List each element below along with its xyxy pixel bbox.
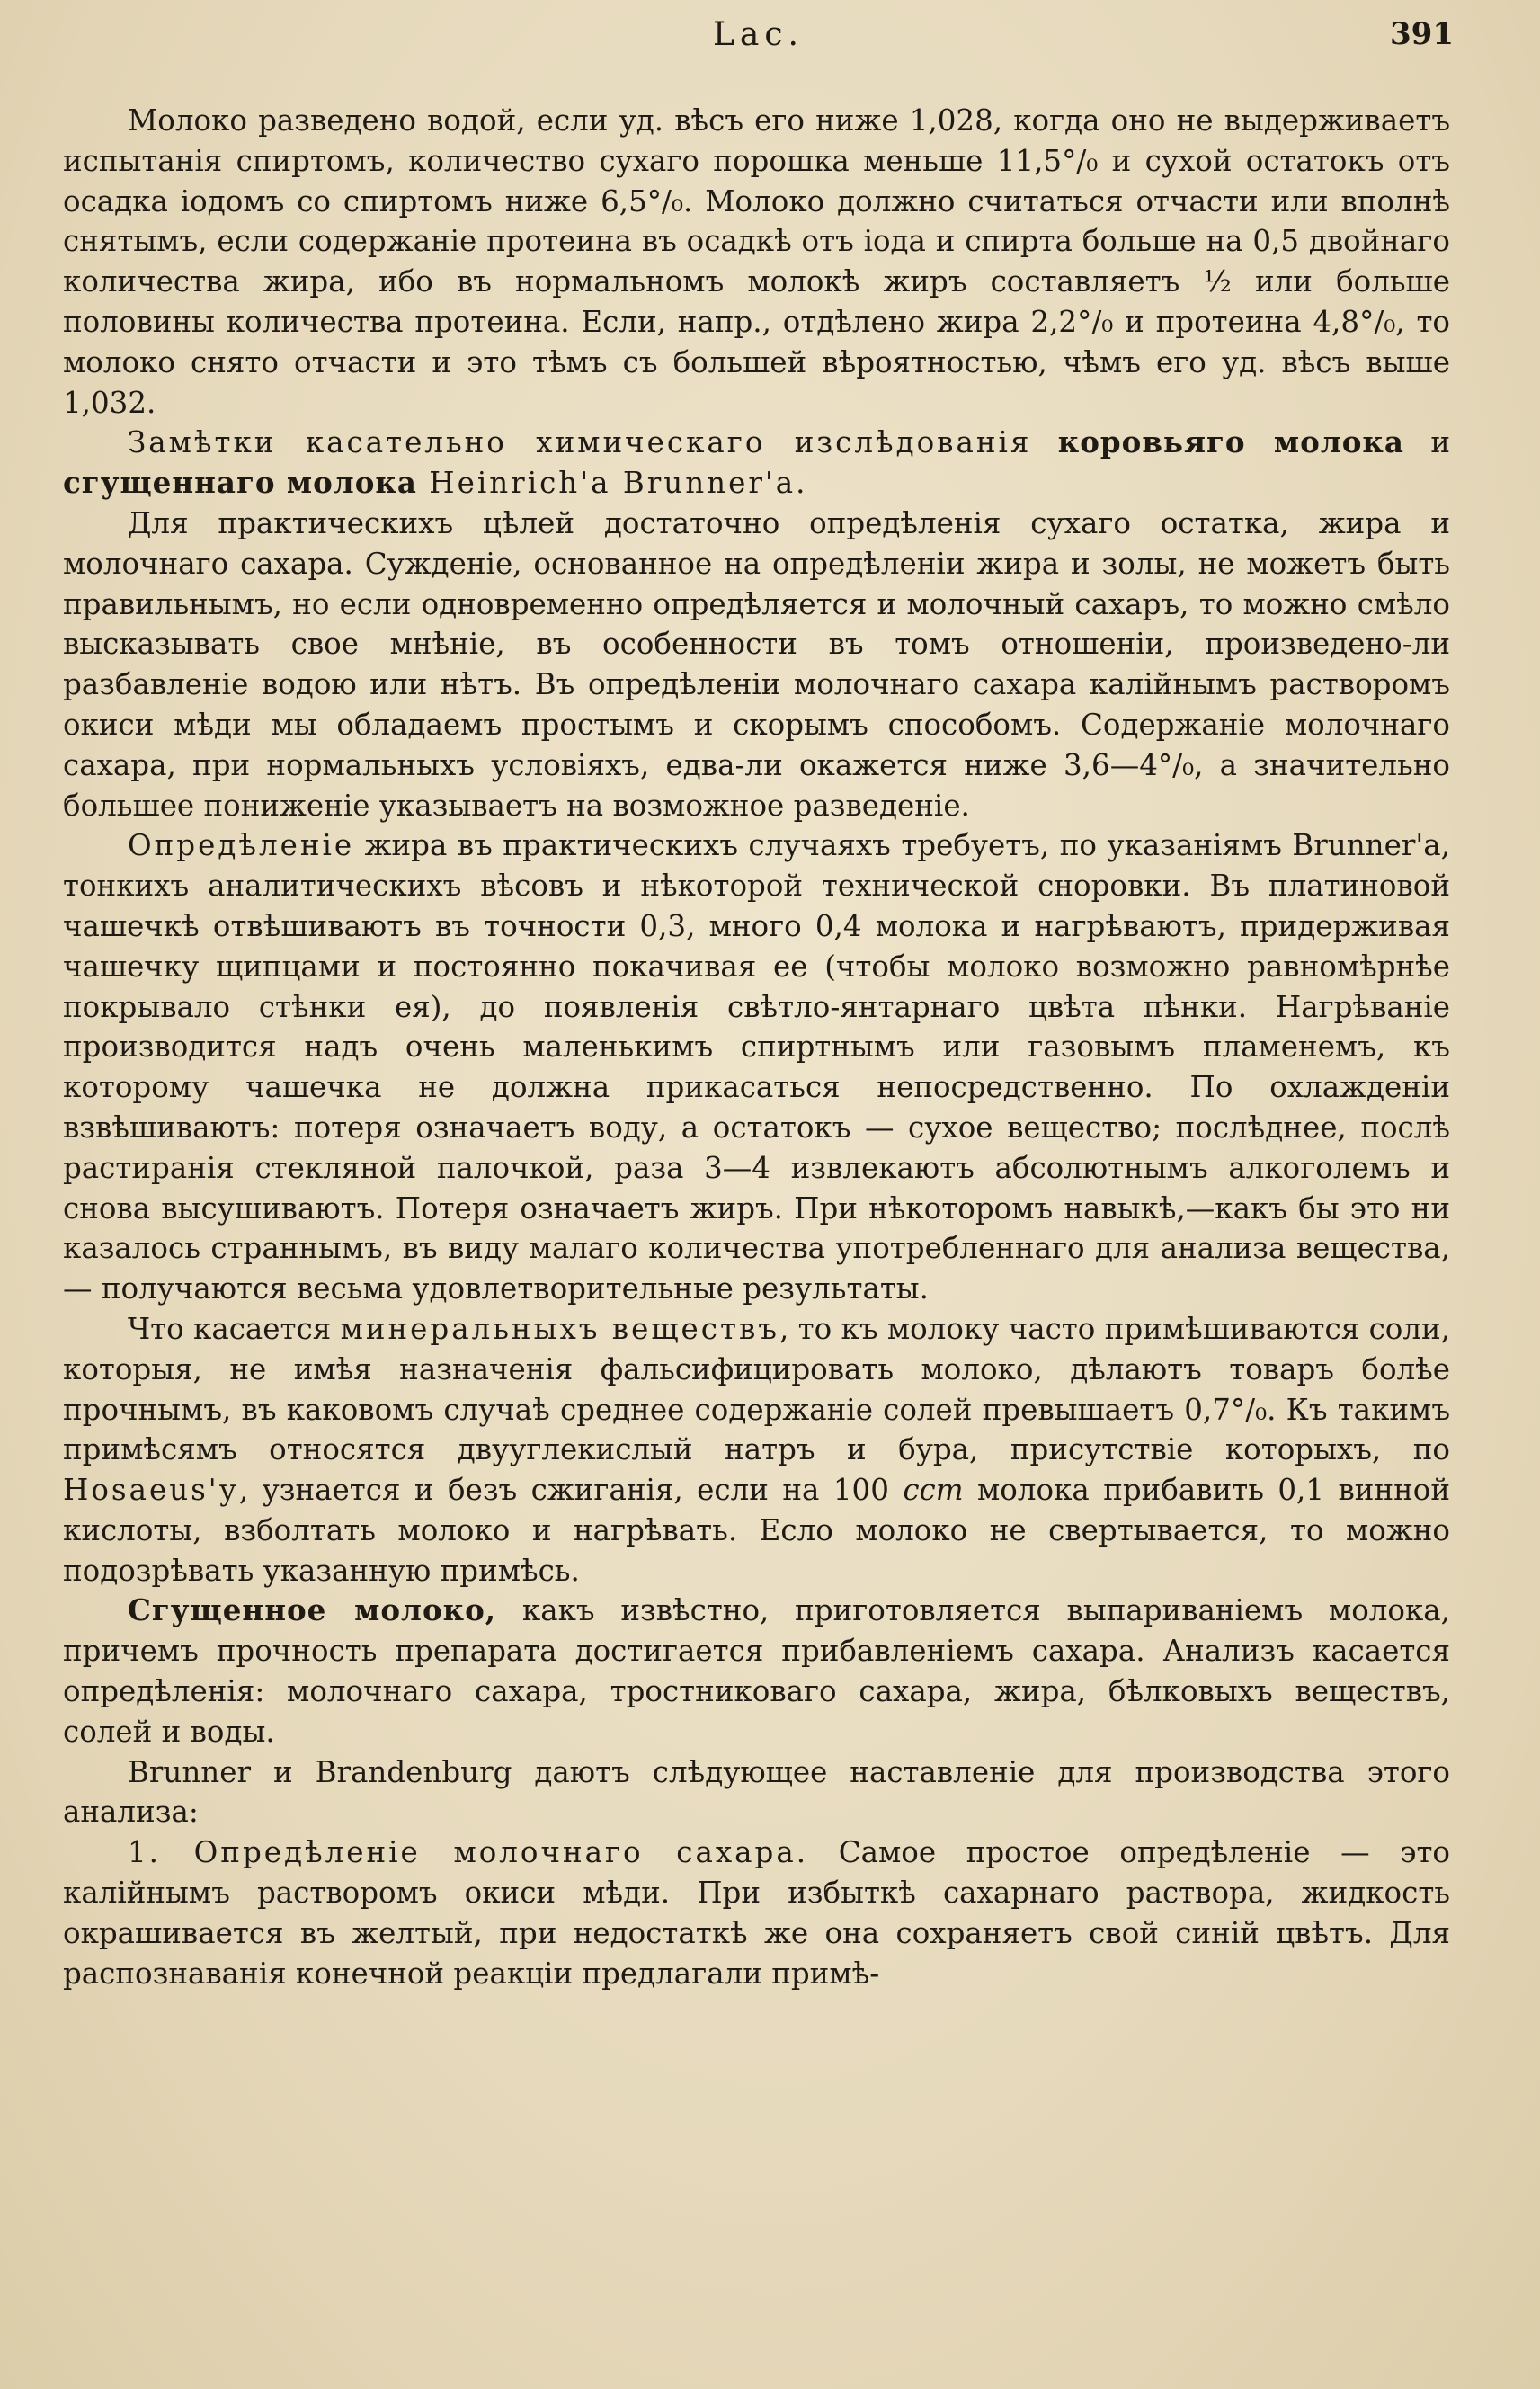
milk-sugar-text: Самое простое опредѣленіе — это калійнымъ растворомъ окиси мѣди. При избыткѣ сахарнаго раствора, жидкость окрашивается въ желтый, при недостаткѣ же она сохраняетъ свой синій цвѣтъ. Для распознаванія конечной реакціи предлагали примѣ- (63, 1835, 1450, 1991)
page-header (63, 16, 1454, 70)
condensed-text: какъ извѣстно, приготовляется выпариваніемъ молока, причемъ прочность препарата достигается прибавленіемъ сахара. Анализъ касается опредѣленія: молочнаго сахара, тростниковаго сахара, жира, бѣлковыхъ веществъ, солей и воды. (63, 1593, 1450, 1749)
paragraph-milk-sugar-determination (63, 1832, 1450, 1993)
heading-bold-condensed-milk: сгущеннаго молока (63, 465, 417, 501)
milk-sugar-lead: 1. Опредѣленіе молочнаго сахара. (128, 1835, 809, 1870)
mineral-unit: cсm (903, 1473, 964, 1508)
body-text (63, 101, 1450, 1993)
mineral-lead: минеральныхъ веществъ (340, 1311, 779, 1346)
fat-text: жира въ практическихъ случаяхъ требуетъ, по указаніямъ Brunner'a, тонкихъ аналитическихъ вѣсовъ и нѣкоторой технической сноровки. Въ платиновой чашечкѣ отвѣшиваютъ въ точности 0,3, много 0,4 молока и нагрѣваютъ, придерживая чашечку щипцами и постоянно покачивая ее (чтобы молоко возможно равномѣрнѣе покрывало стѣнки ея), до появленія свѣтло-янтарнаго цвѣта пѣнки. Нагрѣваніе производится надъ очень маленькимъ спиртнымъ или газовымъ пламенемъ, къ которому чашечка не должна прикасаться непосредственно. По охлажденіи взвѣшиваютъ: потеря означаетъ воду, а остатокъ — сухое вещество; послѣднее, послѣ растиранія стекляной палочкой, раза 3—4 извлекаютъ абсолютнымъ алкоголемъ и снова высушиваютъ. Потеря означаетъ жиръ. При нѣкоторомъ навыкѣ,—какъ бы это ни казалось страннымъ, въ виду малаго количества употребленнаго для анализа вещества, — получаются весьма удовлетворительные результаты. (63, 828, 1450, 1306)
mineral-text-b: , узнается и безъ сжиганія, если на 100 (238, 1473, 904, 1508)
paragraph-practical-purposes: Для практическихъ цѣлей достаточно опредѣленія сухаго остатка, жира и молочнаго сахара. Сужденіе, основанное на опредѣленіи жира и золы, не можетъ быть правильнымъ, но если одновременно опредѣляется и молочный сахаръ, то можно смѣло высказывать свое мнѣніе, въ особенности въ томъ отношеніи, произведено-ли разбавленіе водою или нѣтъ. Въ опредѣленіи молочнаго сахара калійнымъ растворомъ окиси мѣди мы обладаемъ простымъ и скорымъ способомъ. Содержаніе молочнаго сахара, при нормальныхъ условіяхъ, едва-ли окажется ниже 3,6—4°/₀, а значительно большее пониженіе указываетъ на возможное разведеніе. (63, 505, 1450, 823)
paragraph-condensed-milk (63, 1591, 1450, 1752)
paragraph-diluted-milk: Молоко разведено водой, если уд. вѣсъ его ниже 1,028, когда оно не выдерживаетъ испытанія спиртомъ, количество сухаго порошка меньше 11,5°/₀ и сухой остатокъ отъ осадка іодомъ со спиртомъ ниже 6,5°/₀. Молоко должно считаться отчасти или вполнѣ снятымъ, если содержаніе протеина въ осадкѣ отъ іода и спирта больше на 0,5 двойнаго количества жира, ибо въ нормальномъ молокѣ жиръ составляетъ ½ или больше половины количества протеина. Если, напр., отдѣлено жира 2,2°/₀ и протеина 4,8°/₀, то молоко снято отчасти и это тѣмъ съ большей вѣроятностью, чѣмъ его уд. вѣсъ выше 1,032. (63, 103, 1450, 420)
paragraph-fat-determination (63, 825, 1450, 1309)
condensed-bold: Сгущенное молоко, (128, 1592, 497, 1628)
mineral-text-c: молока прибавить 0,1 винной кислоты, взболтать молоко и нагрѣвать. Есло молоко не свертывается, то можно подозрѣвать указанную примѣсь. (63, 1473, 1450, 1588)
heading-mid: и (1403, 425, 1450, 460)
heading-bold-cow-milk: коровьяго молока (1057, 424, 1404, 460)
heading-author: Heinrich'a Brunner'a. (416, 466, 808, 501)
page-number: 391 (1390, 16, 1454, 52)
mineral-pre: Что касается (128, 1311, 341, 1346)
heading-lead: Замѣтки касательно химическаго изслѣдованія (128, 425, 1032, 460)
paragraph-brunner-brandenburg: Brunner и Brandenburg даютъ слѣдующее наставленіе для производства этого анализа: (63, 1754, 1450, 1830)
running-title: Lac. (713, 16, 804, 53)
mineral-text-a: , то къ молоку часто примѣшиваются соли, которыя, не имѣя назначенія фальсифицировать молоко, дѣлаютъ товаръ болѣе прочнымъ, въ каковомъ случаѣ среднее содержаніе солей превышаетъ 0,7°/₀. Къ такимъ примѣсямъ относятся двууглекислый натръ и бура, присутствіе которыхъ, по (63, 1311, 1450, 1467)
fat-lead: Опредѣленіе (128, 828, 355, 863)
paragraph-section-heading (63, 423, 1450, 504)
mineral-author: Hosaeus'у (63, 1473, 239, 1508)
paragraph-mineral-substances (63, 1309, 1450, 1591)
